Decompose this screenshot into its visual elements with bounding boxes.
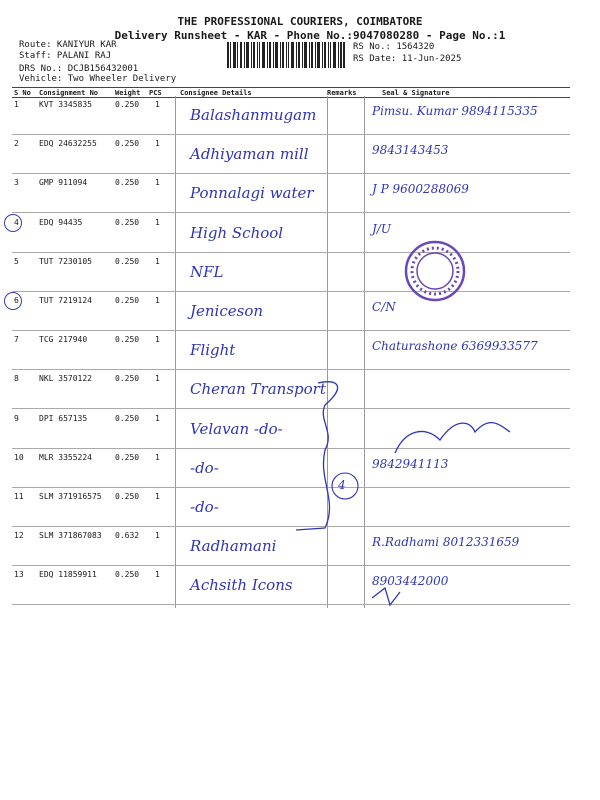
row-sno: 1	[14, 100, 19, 109]
row-circle-mark	[4, 292, 22, 310]
row-weight: 0.250	[115, 414, 140, 423]
row-sno: 4	[14, 218, 19, 227]
row-consignee-handwritten: Cheran Transport	[190, 380, 326, 398]
row-weight: 0.250	[115, 296, 140, 305]
row-consignee-handwritten: Radhamani	[190, 537, 277, 555]
company-seal-stamp	[404, 240, 466, 302]
header-rule-bottom	[12, 97, 570, 98]
row-consignee-handwritten: Flight	[190, 341, 236, 359]
row-pcs: 1	[155, 531, 160, 540]
row-pcs: 1	[155, 492, 160, 501]
row-divider	[12, 487, 570, 488]
row-weight: 0.250	[115, 178, 140, 187]
staff-label: Staff: PALANI RAJ	[19, 51, 112, 61]
row-consignment-no: SLM 371916575	[39, 492, 102, 501]
row-divider	[12, 212, 570, 213]
signature-stroke	[372, 588, 400, 605]
row-consignment-no: EDQ 94435	[39, 218, 83, 227]
row-consignment-no: TUT 7230105	[39, 257, 92, 266]
row-pcs: 1	[155, 453, 160, 462]
row-divider	[12, 369, 570, 370]
row-consignment-no: MLR 3355224	[39, 453, 92, 462]
row-divider	[12, 565, 570, 566]
col-consignment: Consignment No	[39, 89, 99, 97]
row-weight: 0.250	[115, 335, 140, 344]
row-sno: 13	[14, 570, 24, 579]
row-consignee-handwritten: Jeniceson	[190, 302, 264, 320]
vehicle-label: Vehicle: Two Wheeler Delivery	[19, 74, 177, 84]
row-sno: 8	[14, 374, 19, 383]
row-sno: 2	[14, 139, 19, 148]
row-pcs: 1	[155, 570, 160, 579]
row-consignee-handwritten: Adhiyaman mill	[190, 145, 309, 163]
row-consignment-no: GMP 911094	[39, 178, 88, 187]
col-weight: Weight	[115, 89, 141, 97]
row-consignee-handwritten: Balashanmugam	[190, 106, 317, 124]
row-sno: 7	[14, 335, 19, 344]
row-weight: 0.250	[115, 257, 140, 266]
rs-date: RS Date: 11-Jun-2025	[353, 54, 462, 64]
row-seal-signature: 9842941113	[372, 457, 449, 471]
row-consignee-handwritten: High School	[190, 224, 284, 242]
row-pcs: 1	[155, 296, 160, 305]
col-seal: Seal & Signature	[382, 89, 450, 97]
row-consignee-handwritten: NFL	[190, 263, 224, 281]
col-consignee: Consignee Details	[180, 89, 252, 97]
runsheet-title: Delivery Runsheet - KAR - Phone No.:9047080280 - Page No.:1	[114, 29, 506, 42]
row-pcs: 1	[155, 218, 160, 227]
row-pcs: 1	[155, 414, 160, 423]
row-divider	[12, 604, 570, 605]
row-pcs: 1	[155, 374, 160, 383]
remark-mark: 4	[338, 478, 346, 492]
row-seal-signature: 9843143453	[372, 143, 449, 157]
row-divider	[12, 408, 570, 409]
row-sno: 11	[14, 492, 24, 501]
header-rule-top	[12, 87, 570, 88]
row-divider	[12, 252, 570, 253]
row-consignment-no: DPI 657135	[39, 414, 88, 423]
row-weight: 0.250	[115, 570, 140, 579]
row-consignment-no: TCG 217940	[39, 335, 88, 344]
route-label: Route: KANIYUR KAR	[19, 40, 117, 50]
row-circle-mark	[4, 214, 22, 232]
row-consignment-no: TUT 7219124	[39, 296, 92, 305]
row-divider	[12, 291, 570, 292]
row-consignee-handwritten: -do-	[190, 498, 219, 516]
row-seal-signature: J/U	[372, 222, 391, 236]
row-seal-signature: R.Radhami 8012331659	[372, 535, 520, 549]
row-divider	[12, 448, 570, 449]
drs-label: DRS No.: DCJB156432001	[19, 64, 139, 74]
row-consignee-handwritten: Ponnalagi water	[190, 184, 314, 202]
row-divider	[12, 134, 570, 135]
col-pcs: PCS	[149, 89, 162, 97]
row-seal-signature: 8903442000	[372, 574, 449, 588]
row-pcs: 1	[155, 335, 160, 344]
col-remarks: Remarks	[327, 89, 357, 97]
ditto-bracket-stroke	[296, 382, 338, 530]
row-seal-signature: C/N	[372, 300, 396, 314]
row-pcs: 1	[155, 139, 160, 148]
row-seal-signature: Pimsu. Kumar 9894115335	[372, 104, 538, 118]
row-consignment-no: NKL 3570122	[39, 374, 92, 383]
row-seal-signature: Chaturashone 6369933577	[372, 339, 538, 353]
row-pcs: 1	[155, 100, 160, 109]
row-divider	[12, 330, 570, 331]
row-consignee-handwritten: Achsith Icons	[190, 576, 293, 594]
row-weight: 0.250	[115, 139, 140, 148]
rs-number: RS No.: 1564320	[353, 42, 435, 52]
row-weight: 0.250	[115, 218, 140, 227]
row-weight: 0.250	[115, 492, 140, 501]
company-name: THE PROFESSIONAL COURIERS, COIMBATORE	[177, 15, 423, 28]
row-consignment-no: EDQ 24632255	[39, 139, 97, 148]
row-weight: 0.250	[115, 453, 140, 462]
row-sno: 10	[14, 453, 24, 462]
row-weight: 0.250	[115, 374, 140, 383]
row-consignee-handwritten: -do-	[190, 459, 219, 477]
row-pcs: 1	[155, 257, 160, 266]
row-weight: 0.632	[115, 531, 140, 540]
row-consignee-handwritten: Velavan -do-	[190, 420, 283, 438]
row-consignment-no: SLM 371867083	[39, 531, 102, 540]
row-consignment-no: EDQ 11859911	[39, 570, 97, 579]
row-pcs: 1	[155, 178, 160, 187]
row-weight: 0.250	[115, 100, 140, 109]
col-sno: S No	[14, 89, 31, 97]
barcode-image	[227, 42, 345, 68]
row-sno: 6	[14, 296, 19, 305]
row-sno: 9	[14, 414, 19, 423]
row-sno: 3	[14, 178, 19, 187]
row-divider	[12, 173, 570, 174]
row-consignment-no: KVT 3345835	[39, 100, 92, 109]
row-seal-signature: J P 9600288069	[372, 182, 469, 196]
row-divider	[12, 526, 570, 527]
row-sno: 5	[14, 257, 19, 266]
row-sno: 12	[14, 531, 24, 540]
